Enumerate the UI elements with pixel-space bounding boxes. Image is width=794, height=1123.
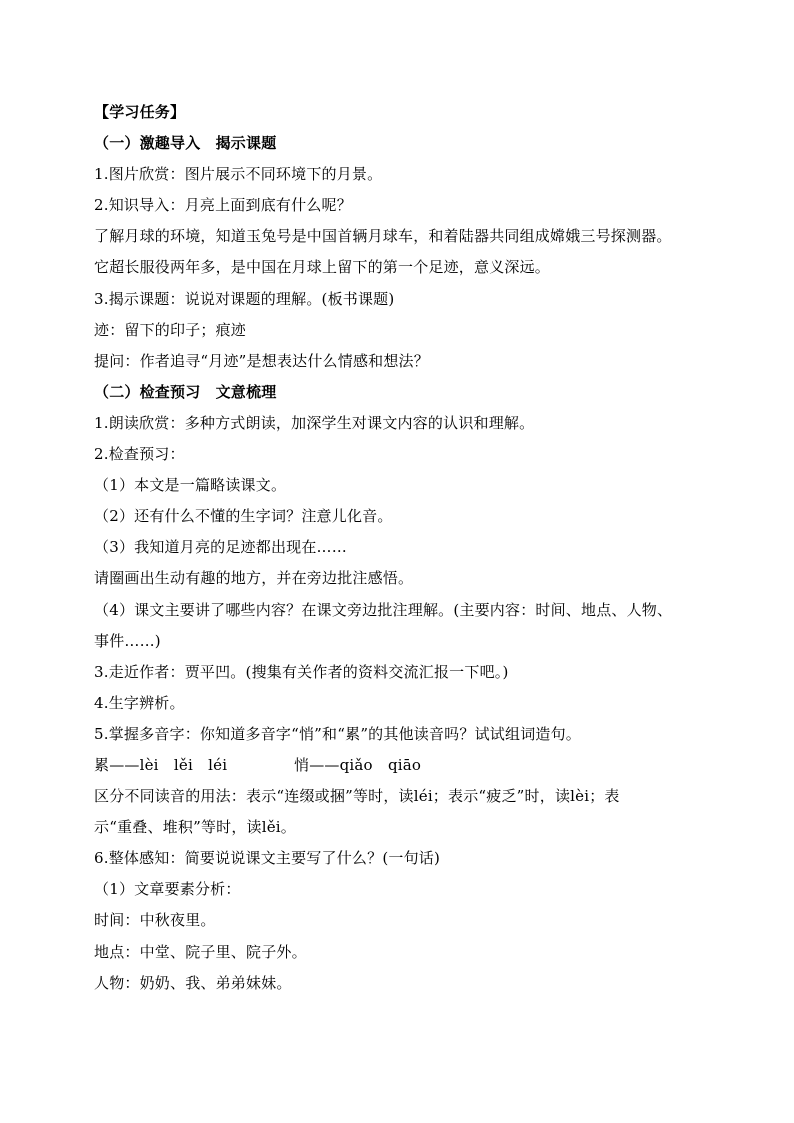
body-line: 2.知识导入：月亮上面到底有什么呢？ [94, 196, 352, 215]
body-line: 时间：中秋夜里。 [94, 911, 216, 930]
section-subheading: （二）检查预习 文意梳理 [94, 382, 277, 401]
document-body [94, 97, 724, 999]
body-line: （2）还有什么不懂的生字词？注意儿化音。 [94, 507, 393, 526]
body-line: 区分不同读音的用法：表示“连缀或捆”等时，读léi；表示“疲乏”时，读lèi；表 [94, 787, 620, 806]
body-line: 地点：中堂、院子里、院子外。 [94, 942, 307, 961]
pinyin-lei: 累——lèi lěi léi [94, 755, 228, 774]
lines-block-a [94, 128, 724, 750]
body-line: 4.生字辨析。 [94, 693, 185, 712]
pinyin-qiao: 悄——qiǎo qiāo [294, 755, 422, 774]
body-line: 它超长服役两年多，是中国在月球上留下的第一个足迹，意义深远。 [94, 258, 551, 277]
body-line: （3）我知道月亮的足迹都出现在…… [94, 538, 347, 557]
body-line: 示“重叠、堆积”等时，读lěi。 [94, 818, 297, 837]
section-heading: 【学习任务】 [94, 103, 186, 121]
body-line: 了解月球的环境，知道玉兔号是中国首辆月球车，和着陆器共同组成嫦娥三号探测器。 [94, 227, 672, 246]
body-line: 请圈画出生动有趣的地方，并在旁边批注感悟。 [94, 569, 414, 588]
pinyin-row [94, 750, 724, 781]
body-line: 1.朗读欣赏：多种方式朗读，加深学生对课文内容的认识和理解。 [94, 413, 535, 432]
body-line: 人物：奶奶、我、弟弟妹妹。 [94, 973, 292, 992]
body-line: 6.整体感知：简要说说课文主要写了什么？(一句话) [94, 849, 441, 868]
body-line: （4）课文主要讲了哪些内容？在课文旁边批注理解。(主要内容：时间、地点、人物、 [94, 600, 673, 619]
body-line: 3.揭示课题：说说对课题的理解。(板书课题) [94, 289, 395, 308]
body-line: 2.检查预习： [94, 445, 185, 464]
body-line: （1）本文是一篇略读课文。 [94, 476, 287, 495]
body-line: 事件……) [94, 631, 161, 650]
body-line: 迹：留下的印子；痕迹 [94, 320, 247, 339]
body-line: 1.图片欣赏：图片展示不同环境下的月景。 [94, 165, 383, 184]
body-line: 5.掌握多音字：你知道多音字“悄”和“累”的其他读音吗？试试组词造句。 [94, 724, 581, 743]
body-line: 提问：作者追寻“月迹”是想表达什么情感和想法？ [94, 351, 429, 370]
body-line: （1）文章要素分析： [94, 880, 241, 899]
section-subheading: （一）激趣导入 揭示课题 [94, 134, 277, 153]
lines-block-b [94, 781, 724, 999]
body-line: 3.走近作者：贾平凹。(搜集有关作者的资料交流汇报一下吧。) [94, 662, 509, 681]
